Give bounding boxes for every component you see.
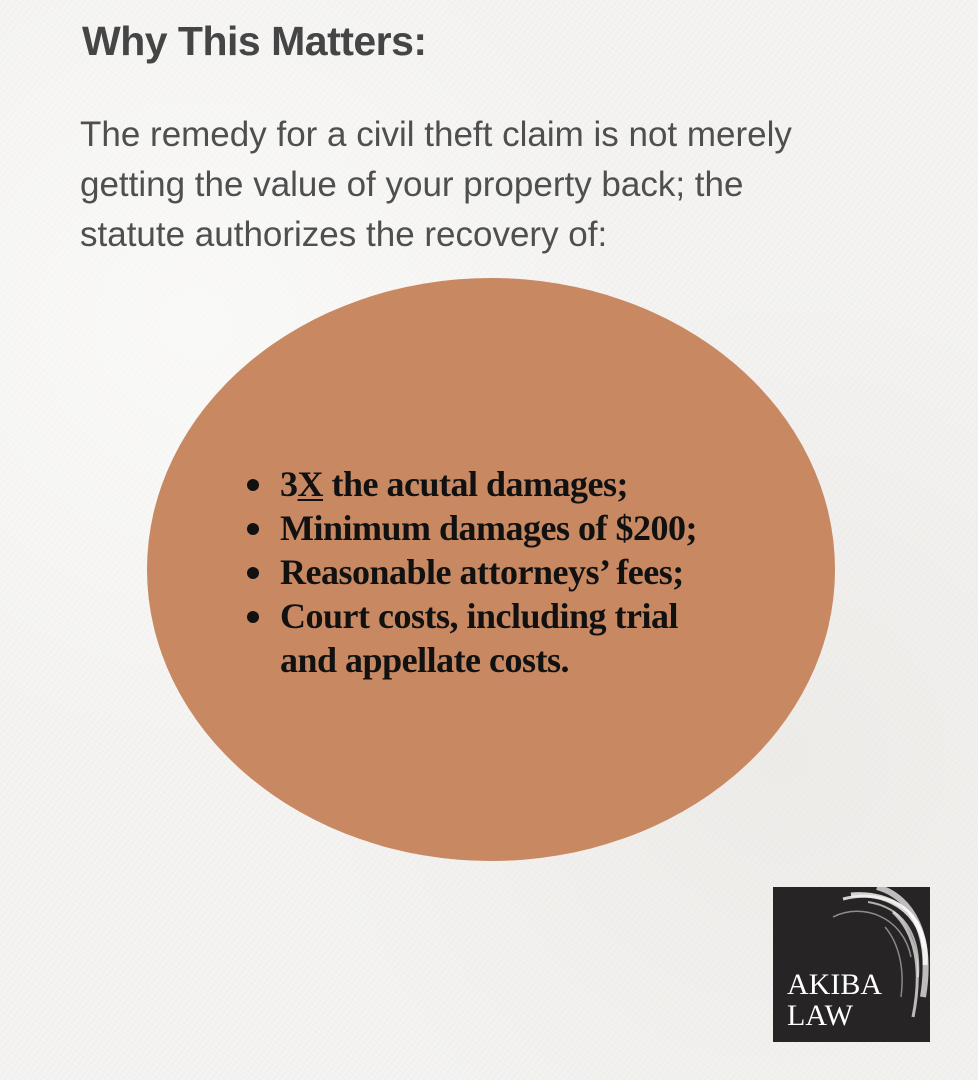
intro-line: statute authorizes the recovery of:: [80, 215, 608, 254]
remedy-treble-damages: [280, 462, 697, 506]
logo-wordmark: [787, 969, 882, 1031]
list-item: [244, 550, 697, 594]
logo-text-line1: AKIBA: [787, 968, 882, 1001]
intro-line: The remedy for a civil theft claim is not merely: [80, 115, 792, 154]
remedy-court-costs-line1: Court costs, including trial: [280, 596, 679, 636]
remedy-treble-text: the acutal damages;: [323, 464, 628, 504]
remedy-court-costs-line2: and appellate costs.: [280, 640, 570, 680]
list-item: [244, 462, 697, 506]
logo-text-line2: LAW: [787, 999, 853, 1032]
remedy-multiplier-number: 3: [280, 464, 298, 504]
remedy-minimum-damages: Minimum damages of $200;: [280, 508, 697, 548]
page-heading: Why This Matters:: [82, 18, 427, 64]
list-item: [244, 506, 697, 550]
remedy-attorney-fees: Reasonable attorneys’ fees;: [280, 552, 684, 592]
list-item: [244, 594, 697, 682]
remedy-multiplier-x: X: [297, 464, 323, 504]
intro-paragraph: [80, 110, 940, 260]
remedies-list: [244, 462, 697, 682]
akiba-law-logo: [773, 887, 930, 1042]
intro-line: getting the value of your property back; the: [80, 165, 744, 204]
